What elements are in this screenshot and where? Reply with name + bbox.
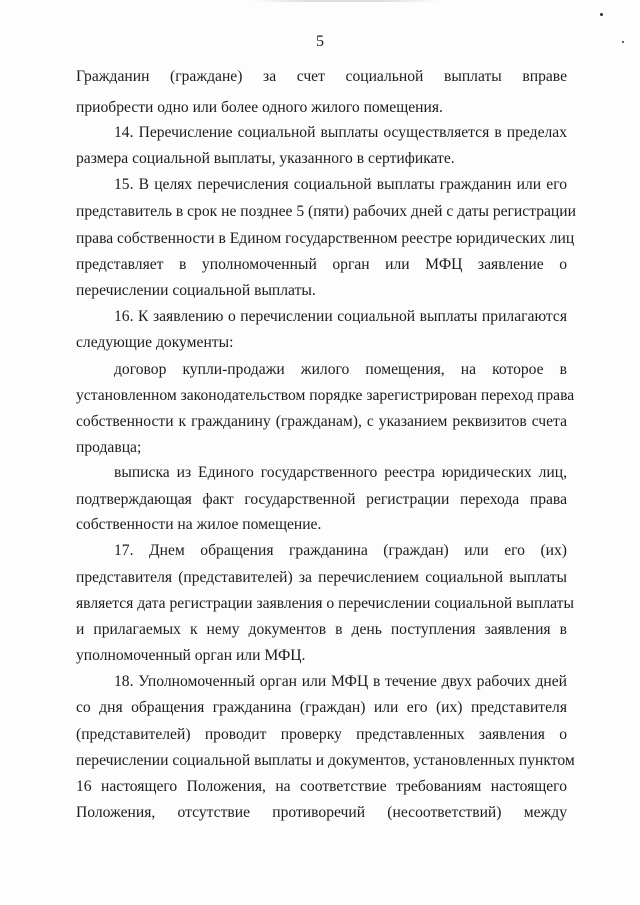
text-line: уполномоченный орган или МФЦ. — [76, 647, 306, 664]
text-line: 16 настоящего Положения, на соответствие требованиям настоящего — [76, 778, 567, 795]
text-line: перечислении социальной выплаты и документов, установленных пунктом — [76, 752, 575, 769]
text-line: Положения, отсутствие противоречий (несоответствий) между — [76, 804, 567, 821]
scan-top-edge — [250, 0, 440, 2]
text-line: 18. Уполномоченный орган или МФЦ в течение двух рабочих дней — [114, 673, 567, 690]
text-line: подтверждающая факт государственной регистрации перехода права — [76, 491, 567, 508]
text-line: размера социальной выплаты, указанного в сертификате. — [76, 150, 455, 167]
text-line: 14. Перечисление социальной выплаты осуществляется в пределах — [114, 124, 567, 141]
text-line: Гражданин (граждане) за счет социальной выплаты вправе — [76, 68, 567, 85]
text-line: (представителей) проводит проверку представленных заявления о — [76, 726, 567, 743]
text-line: права собственности в Едином государственном реестре юридических лиц — [76, 230, 575, 247]
text-line: со дня обращения гражданина (граждан) или его (их) представителя — [76, 699, 567, 716]
text-line: 16. К заявлению о перечислении социальной выплаты прилагаются — [114, 308, 567, 325]
text-line: является дата регистрации заявления о перечислении социальной выплаты — [76, 595, 574, 612]
text-line: продавца; — [76, 439, 142, 456]
text-line: представитель в срок не позднее 5 (пяти) рабочих дней с даты регистрации — [76, 203, 576, 220]
scan-speck — [600, 13, 603, 16]
text-line: представляет в уполномоченный орган или МФЦ заявление о — [76, 256, 567, 273]
text-line: представителя (представителей) за перечислением социальной выплаты — [76, 569, 567, 586]
text-line: установленном законодательством порядке зарегистрирован переход права — [76, 387, 575, 404]
page-number: 5 — [316, 33, 324, 50]
text-line: договор купли-продажи жилого помещения, на которое в — [114, 361, 567, 378]
text-line: собственности к гражданину (гражданам), с указанием реквизитов счета — [76, 413, 567, 430]
text-line: выписка из Единого государственного реестра юридических лиц, — [114, 464, 567, 481]
text-line: следующие документы: — [76, 334, 234, 351]
text-line: приобрести одно или более одного жилого помещения. — [76, 99, 443, 116]
text-line: собственности на жилое помещение. — [76, 516, 322, 533]
text-line: перечислении социальной выплаты. — [76, 282, 316, 299]
text-line: и прилагаемых к нему документов в день поступления заявления в — [76, 621, 567, 638]
text-line: 17. Днем обращения гражданина (граждан) или его (их) — [114, 542, 567, 559]
text-line: 15. В целях перечисления социальной выплаты гражданин или его — [114, 176, 567, 193]
